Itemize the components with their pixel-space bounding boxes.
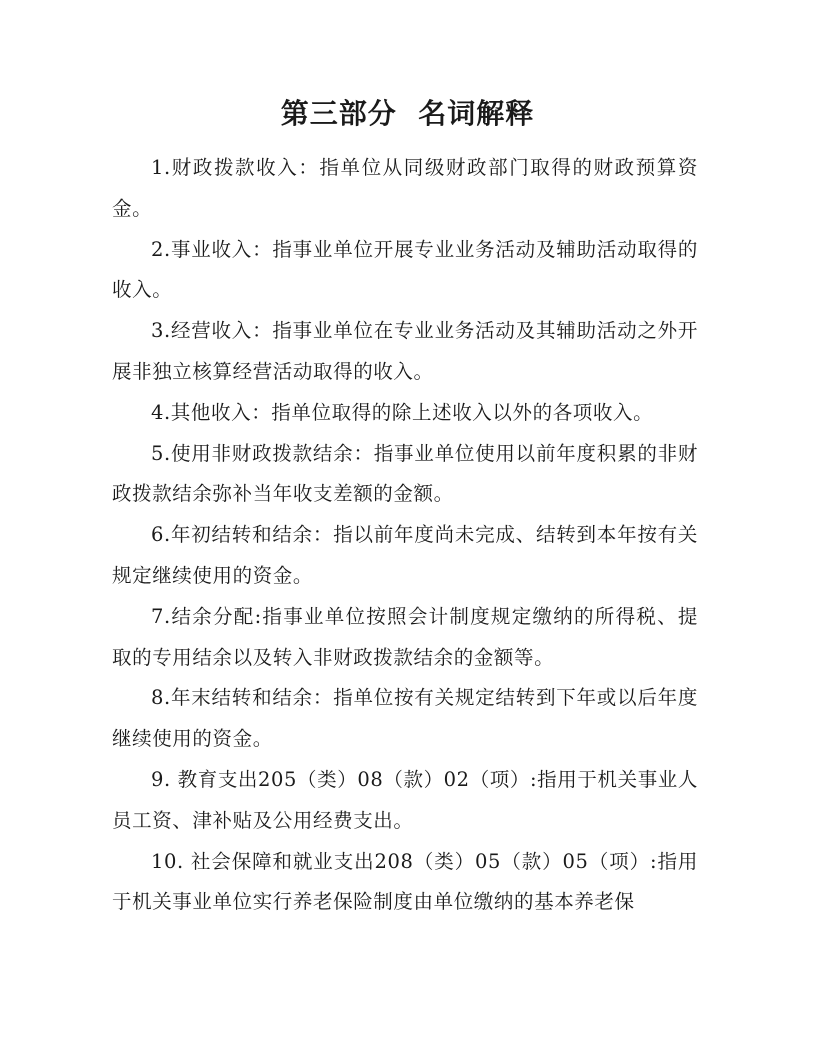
glossary-body [112,148,698,923]
glossary-item-1: 1.财政拨款收入：指单位从同级财政部门取得的财政预算资金。 [112,156,698,220]
glossary-item-4: 4.其他收入：指单位取得的除上述收入以外的各项收入。 [151,400,654,424]
glossary-item-7: 7.结余分配:指事业单位按照会计制度规定缴纳的所得税、提取的专用结余以及转入非财政拨款结余的金额等。 [112,604,698,669]
glossary-item-3: 3.经营收入：指事业单位在专业业务活动及其辅助活动之外开展非独立核算经营活动取得的收入。 [112,319,698,383]
page-title: 第三部分 名词解释 [280,97,535,130]
glossary-item-5: 5.使用非财政拨款结余：指事业单位使用以前年度积累的非财政拨款结余弥补当年收支差额的金额。 [112,441,698,506]
glossary-item-8: 8.年末结转和结余：指单位按有关规定结转到下年或以后年度继续使用的资金。 [112,686,698,751]
glossary-item-10: 10. 社会保障和就业支出208（类）05（款）05（项）:指用于机关事业单位实行养老保险制度由单位缴纳的基本养老保 [112,849,698,914]
glossary-item-2: 2.事业收入：指事业单位开展专业业务活动及辅助活动取得的收入。 [112,237,698,302]
glossary-item-6: 6.年初结转和结余：指以前年度尚未完成、结转到本年按有关规定继续使用的资金。 [112,523,698,587]
glossary-item-9: 9. 教育支出205（类）08（款）02（项）:指用于机关事业人员工资、津补贴及公用经费支出。 [112,767,698,832]
